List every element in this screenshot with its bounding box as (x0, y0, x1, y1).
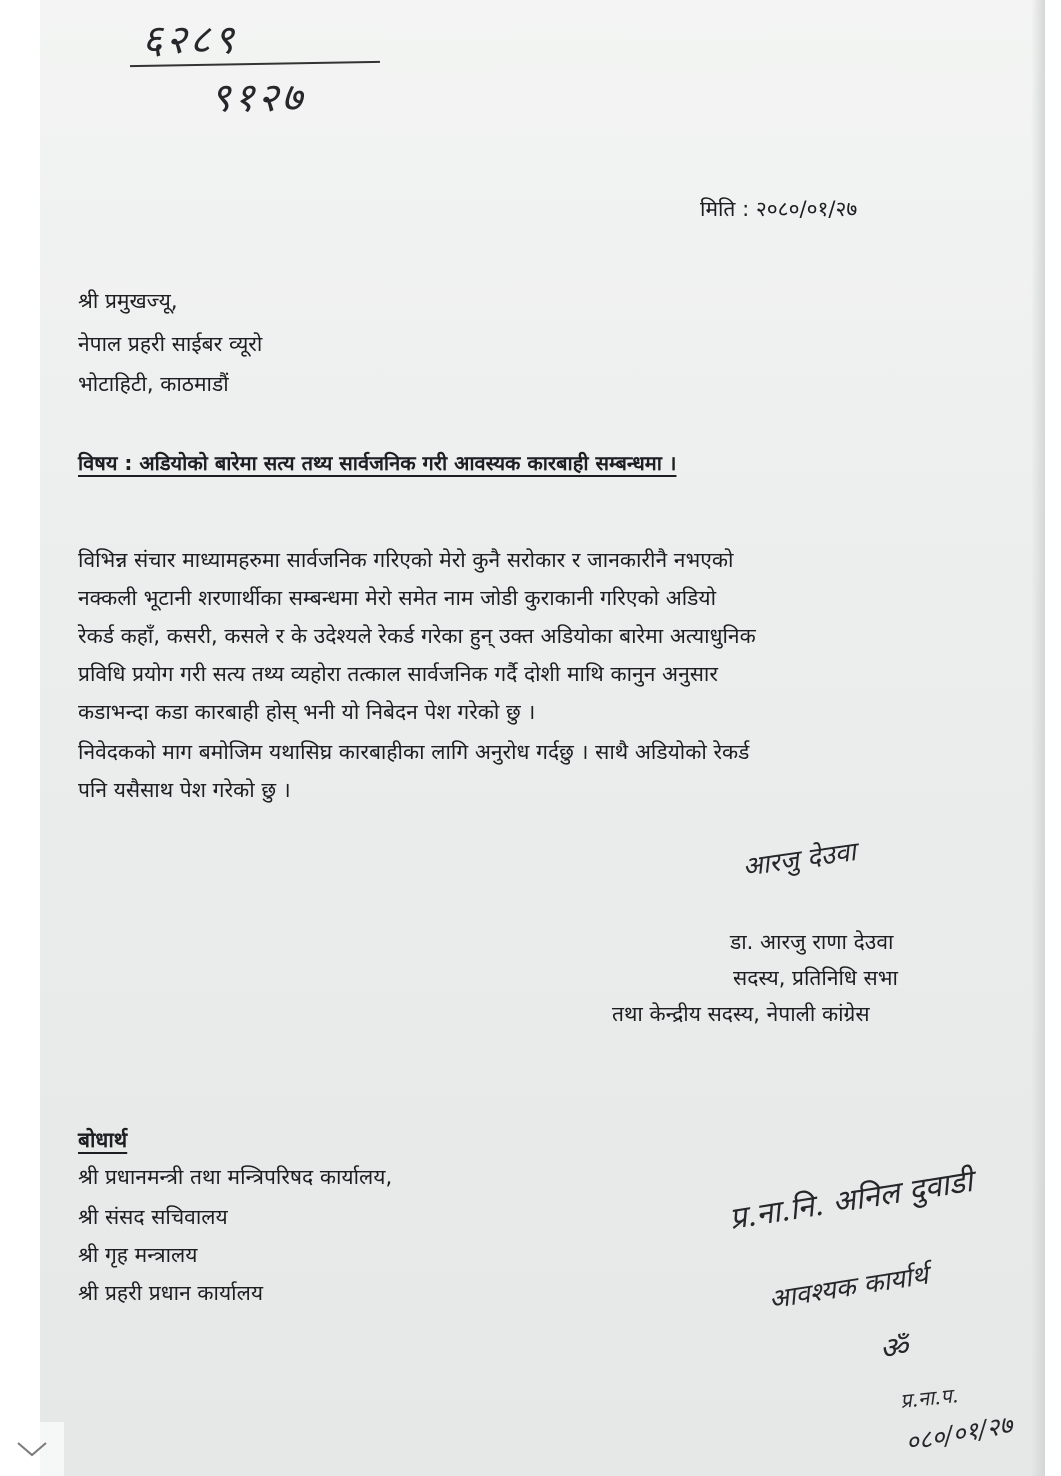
signatory-name: डा. आरजु राणा देउवा (730, 930, 894, 954)
handwritten-note-line-2: आवश्यक कार्यार्थ (766, 1260, 931, 1316)
cc-item: श्री प्रहरी प्रधान कार्यालय (78, 1281, 264, 1305)
cc-heading: बोधार्थ (78, 1128, 128, 1152)
paragraph-line: रेकर्ड कहाँ, कसरी, कसले र के उदेश्यले रेकर्ड गरेका हुन् उक्त अडियोका बारेमा अत्याधुनिक (78, 624, 756, 648)
letter-subject: विषय : अडियोको बारेमा सत्य तथ्य सार्वजनिक गरी आवस्यक कारबाही सम्बन्धमा । (78, 451, 677, 475)
addressee-line-2: नेपाल प्रहरी साईबर व्यूरो (78, 332, 263, 356)
handwritten-note-ref: प्र.ना.प. (898, 1383, 960, 1413)
paragraph-line: पनि यसैसाथ पेश गरेको छु । (78, 778, 291, 802)
page-edge-shadow (1031, 0, 1045, 1476)
cc-item: श्री संसद सचिवालय (78, 1205, 228, 1229)
ref-denominator: ९१२७ (210, 75, 306, 121)
body-paragraph-1 (78, 541, 756, 731)
chevron-down-icon (15, 1440, 49, 1458)
handwritten-note-date: ०८०/०१/२७ (903, 1409, 1015, 1458)
addressee-line-1: श्री प्रमुखज्यू, (78, 289, 178, 313)
signatory-title-1: सदस्य, प्रतिनिधि सभा (733, 966, 898, 990)
signatory-title-2: तथा केन्द्रीय सदस्य, नेपाली कांग्रेस (612, 1002, 870, 1026)
signatory-signature: आरजु देउवा (740, 837, 858, 883)
paragraph-line: निवेदकको माग बमोजिम यथासिघ्र कारबाहीका लागि अनुरोध गर्दछु । साथै अडियोको रेकर्ड (78, 740, 750, 764)
collapse-button[interactable] (0, 1422, 64, 1476)
paragraph-line: नक्कली भूटानी शरणार्थीका सम्बन्धमा मेरो समेत नाम जोडी कुराकानी गरिएको अडियो (78, 586, 717, 610)
cc-item: श्री प्रधानमन्त्री तथा मन्त्रिपरिषद कार्यालय, (78, 1165, 393, 1189)
page-gutter (1045, 0, 1061, 1476)
body-paragraph-2 (78, 733, 749, 809)
paragraph-line: विभिन्न संचार माध्यामहरुमा सार्वजनिक गरिएको मेरो कुनै सरोकार र जानकारीनै नभएको (78, 548, 734, 572)
addressee-line-3: भोटाहिटी, काठमाडौं (78, 372, 229, 396)
handwritten-note-signature: ॐ (880, 1331, 908, 1366)
paragraph-line: प्रविधि प्रयोग गरी सत्य तथ्य व्यहोरा तत्काल सार्वजनिक गर्दै दोशी माथि कानुन अनुसार (78, 662, 718, 686)
cc-item: श्री गृह मन्त्रालय (78, 1243, 198, 1267)
letter-date: मिति : २०८०/०१/२७ (700, 197, 858, 221)
handwritten-note-line-1: प्र.ना.नि. अनिल दुवाडी (727, 1163, 976, 1237)
paragraph-line: कडाभन्दा कडा कारबाही होस् भनी यो निबेदन पेश गरेको छु । (78, 700, 536, 724)
ref-number: ६२८९ (142, 17, 238, 63)
